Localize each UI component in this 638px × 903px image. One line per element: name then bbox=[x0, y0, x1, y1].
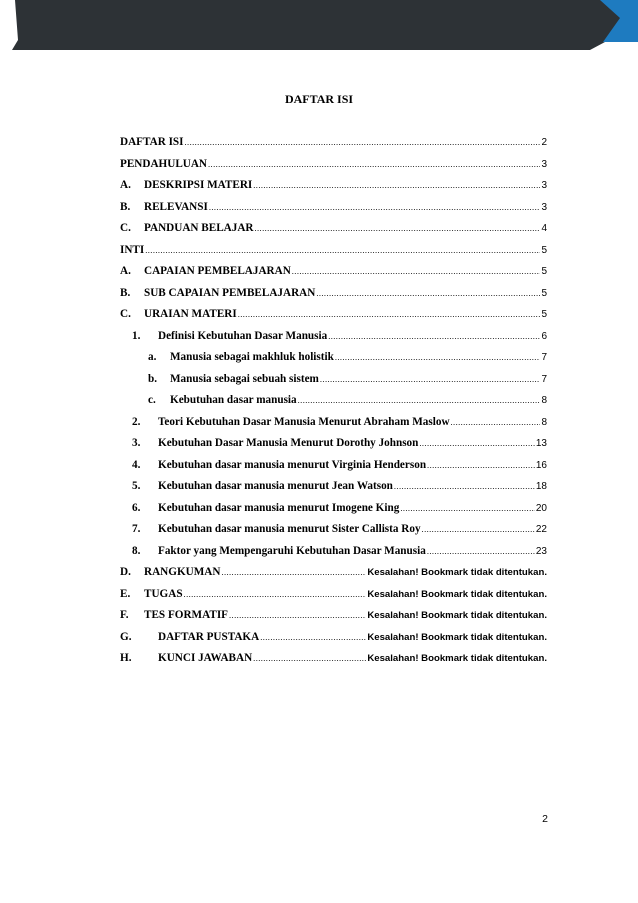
toc-leader-dots bbox=[422, 524, 535, 534]
toc-entry-number: 2. bbox=[132, 415, 141, 428]
toc-entry-page: 7 bbox=[541, 352, 547, 363]
toc-entry-page: 7 bbox=[541, 373, 547, 385]
toc-entry-label: Definisi Kebutuhan Dasar Manusia bbox=[158, 329, 328, 342]
toc-entry[interactable] bbox=[120, 136, 547, 158]
toc-entry-label: TES FORMATIF bbox=[144, 609, 229, 621]
table-of-contents bbox=[120, 136, 547, 674]
toc-leader-dots bbox=[335, 352, 541, 362]
toc-entry-label: SUB CAPAIAN PEMBELAJARAN bbox=[144, 286, 316, 299]
toc-entry-label: Kebutuhan dasar manusia menurut Sister Callista Roy bbox=[158, 523, 421, 535]
page-number: 2 bbox=[542, 813, 548, 825]
toc-entry-number: c. bbox=[148, 394, 156, 406]
toc-leader-dots bbox=[184, 589, 367, 599]
toc-entry-page: 8 bbox=[541, 416, 547, 428]
toc-entry-number: 1. bbox=[132, 329, 141, 342]
toc-entry-page: 22 bbox=[535, 524, 547, 535]
toc-leader-dots bbox=[292, 266, 541, 276]
toc-entry[interactable] bbox=[120, 566, 547, 588]
toc-entry-page: Kesalahan! Bookmark tidak ditentukan. bbox=[367, 567, 547, 578]
toc-entry-page: Kesalahan! Bookmark tidak ditentukan. bbox=[367, 631, 547, 643]
toc-entry[interactable] bbox=[120, 502, 547, 524]
toc-entry[interactable] bbox=[120, 158, 547, 180]
toc-leader-dots bbox=[320, 374, 541, 384]
toc-entry-page: 3 bbox=[541, 180, 547, 191]
toc-entry-page: 20 bbox=[535, 502, 547, 514]
toc-entry-page: Kesalahan! Bookmark tidak ditentukan. bbox=[367, 610, 547, 621]
toc-entry-number: C. bbox=[120, 222, 131, 234]
toc-entry[interactable] bbox=[120, 201, 547, 223]
toc-entry-number: B. bbox=[120, 286, 131, 299]
toc-entry[interactable] bbox=[120, 179, 547, 201]
toc-entry-page: 4 bbox=[541, 223, 547, 234]
toc-entry[interactable] bbox=[120, 287, 547, 309]
toc-entry-number: F. bbox=[120, 609, 129, 621]
toc-entry-number: 4. bbox=[132, 458, 141, 471]
toc-entry-label: TUGAS bbox=[144, 587, 183, 600]
toc-entry-label: DAFTAR ISI bbox=[120, 136, 184, 148]
toc-entry-number: 5. bbox=[132, 480, 141, 492]
toc-entry[interactable] bbox=[120, 416, 547, 438]
toc-entry-label: DESKRIPSI MATERI bbox=[144, 179, 253, 191]
toc-entry[interactable] bbox=[120, 330, 547, 352]
toc-leader-dots bbox=[255, 223, 541, 233]
toc-leader-dots bbox=[394, 481, 535, 491]
toc-entry-page: Kesalahan! Bookmark tidak ditentukan. bbox=[367, 653, 547, 664]
toc-entry-number: 6. bbox=[132, 501, 141, 514]
toc-leader-dots bbox=[253, 653, 366, 663]
toc-entry-label: CAPAIAN PEMBELAJARAN bbox=[144, 265, 291, 277]
toc-entry[interactable] bbox=[120, 523, 547, 545]
header-banner bbox=[0, 0, 638, 50]
toc-entry-label: Kebutuhan dasar manusia menurut Imogene King bbox=[158, 501, 400, 514]
toc-leader-dots bbox=[229, 610, 366, 620]
toc-entry-label: INTI bbox=[120, 243, 145, 256]
toc-entry[interactable] bbox=[120, 480, 547, 502]
toc-leader-dots bbox=[145, 245, 540, 255]
toc-entry-label: DAFTAR PUSTAKA bbox=[158, 630, 260, 643]
toc-entry[interactable] bbox=[120, 373, 547, 395]
toc-entry-label: Kebutuhan dasar manusia bbox=[170, 394, 297, 406]
toc-entry-label: Faktor yang Mempengaruhi Kebutuhan Dasar Manusia bbox=[158, 544, 426, 557]
toc-entry-page: 5 bbox=[541, 244, 547, 256]
toc-leader-dots bbox=[400, 503, 535, 513]
toc-entry-page: 2 bbox=[541, 137, 547, 148]
toc-entry[interactable] bbox=[120, 609, 547, 631]
toc-leader-dots bbox=[185, 137, 541, 147]
toc-entry-label: Manusia sebagai makhluk holistik bbox=[170, 351, 334, 363]
toc-entry-page: 3 bbox=[541, 201, 547, 213]
page-title: DAFTAR ISI bbox=[284, 92, 354, 106]
toc-entry-number: 3. bbox=[132, 437, 141, 449]
toc-entry-number: 8. bbox=[132, 544, 141, 557]
toc-entry[interactable] bbox=[120, 351, 547, 373]
toc-entry-label: URAIAN MATERI bbox=[144, 308, 237, 320]
toc-entry-label: RANGKUMAN bbox=[144, 566, 221, 578]
toc-entry-page: 5 bbox=[541, 266, 547, 277]
toc-entry-number: A. bbox=[120, 265, 131, 277]
toc-entry-label: Manusia sebagai sebuah sistem bbox=[170, 372, 319, 385]
toc-entry[interactable] bbox=[120, 222, 547, 244]
toc-entry-number: C. bbox=[120, 308, 131, 320]
toc-entry-number: H. bbox=[120, 652, 132, 664]
toc-entry[interactable] bbox=[120, 588, 547, 610]
toc-entry-number: a. bbox=[148, 351, 157, 363]
toc-entry[interactable] bbox=[120, 545, 547, 567]
toc-entry-number: 7. bbox=[132, 523, 141, 535]
toc-entry[interactable] bbox=[120, 265, 547, 287]
toc-leader-dots bbox=[208, 159, 540, 169]
toc-entry-page: 3 bbox=[541, 158, 547, 170]
toc-entry-label: PANDUAN BELAJAR bbox=[144, 222, 254, 234]
toc-entry-page: Kesalahan! Bookmark tidak ditentukan. bbox=[367, 588, 547, 600]
toc-leader-dots bbox=[253, 180, 540, 190]
toc-entry-number: E. bbox=[120, 587, 131, 600]
banner-dark-band bbox=[12, 0, 638, 50]
toc-entry-number: D. bbox=[120, 566, 131, 578]
toc-entry-label: Kebutuhan Dasar Manusia Menurut Dorothy Johnson bbox=[158, 437, 419, 449]
toc-entry[interactable] bbox=[120, 631, 547, 653]
toc-entry-page: 8 bbox=[541, 395, 547, 406]
toc-entry[interactable] bbox=[120, 308, 547, 330]
toc-entry[interactable] bbox=[120, 244, 547, 266]
toc-leader-dots bbox=[316, 288, 540, 298]
toc-entry[interactable] bbox=[120, 459, 547, 481]
toc-leader-dots bbox=[328, 331, 540, 341]
toc-entry-label: Teori Kebutuhan Dasar Manusia Menurut Abraham Maslow bbox=[158, 415, 450, 428]
toc-entry-label: RELEVANSI bbox=[144, 200, 208, 213]
toc-entry-page: 5 bbox=[541, 309, 547, 320]
toc-leader-dots bbox=[221, 567, 366, 577]
toc-entry-page: 5 bbox=[541, 287, 547, 299]
toc-leader-dots bbox=[427, 546, 535, 556]
toc-leader-dots bbox=[238, 309, 541, 319]
toc-leader-dots bbox=[419, 438, 535, 448]
toc-entry-label: Kebutuhan dasar manusia menurut Virginia Henderson bbox=[158, 458, 427, 471]
toc-entry[interactable] bbox=[120, 652, 547, 674]
toc-leader-dots bbox=[209, 202, 541, 212]
toc-entry-page: 23 bbox=[535, 545, 547, 557]
toc-entry-number: b. bbox=[148, 372, 158, 385]
toc-entry-number: B. bbox=[120, 200, 131, 213]
toc-entry-page: 16 bbox=[535, 459, 547, 471]
toc-entry-page: 6 bbox=[541, 330, 547, 342]
toc-entry-label: KUNCI JAWABAN bbox=[158, 652, 253, 664]
toc-entry-label: PENDAHULUAN bbox=[120, 157, 208, 170]
toc-entry-label: Kebutuhan dasar manusia menurut Jean Watson bbox=[158, 480, 393, 492]
toc-entry-page: 18 bbox=[535, 481, 547, 492]
toc-entry[interactable] bbox=[120, 394, 547, 416]
toc-entry-number: A. bbox=[120, 179, 131, 191]
toc-leader-dots bbox=[451, 417, 541, 427]
toc-entry-page: 13 bbox=[535, 438, 547, 449]
toc-entry-number: G. bbox=[120, 630, 132, 643]
toc-leader-dots bbox=[260, 632, 366, 642]
toc-leader-dots bbox=[427, 460, 535, 470]
toc-leader-dots bbox=[298, 395, 541, 405]
toc-entry[interactable] bbox=[120, 437, 547, 459]
